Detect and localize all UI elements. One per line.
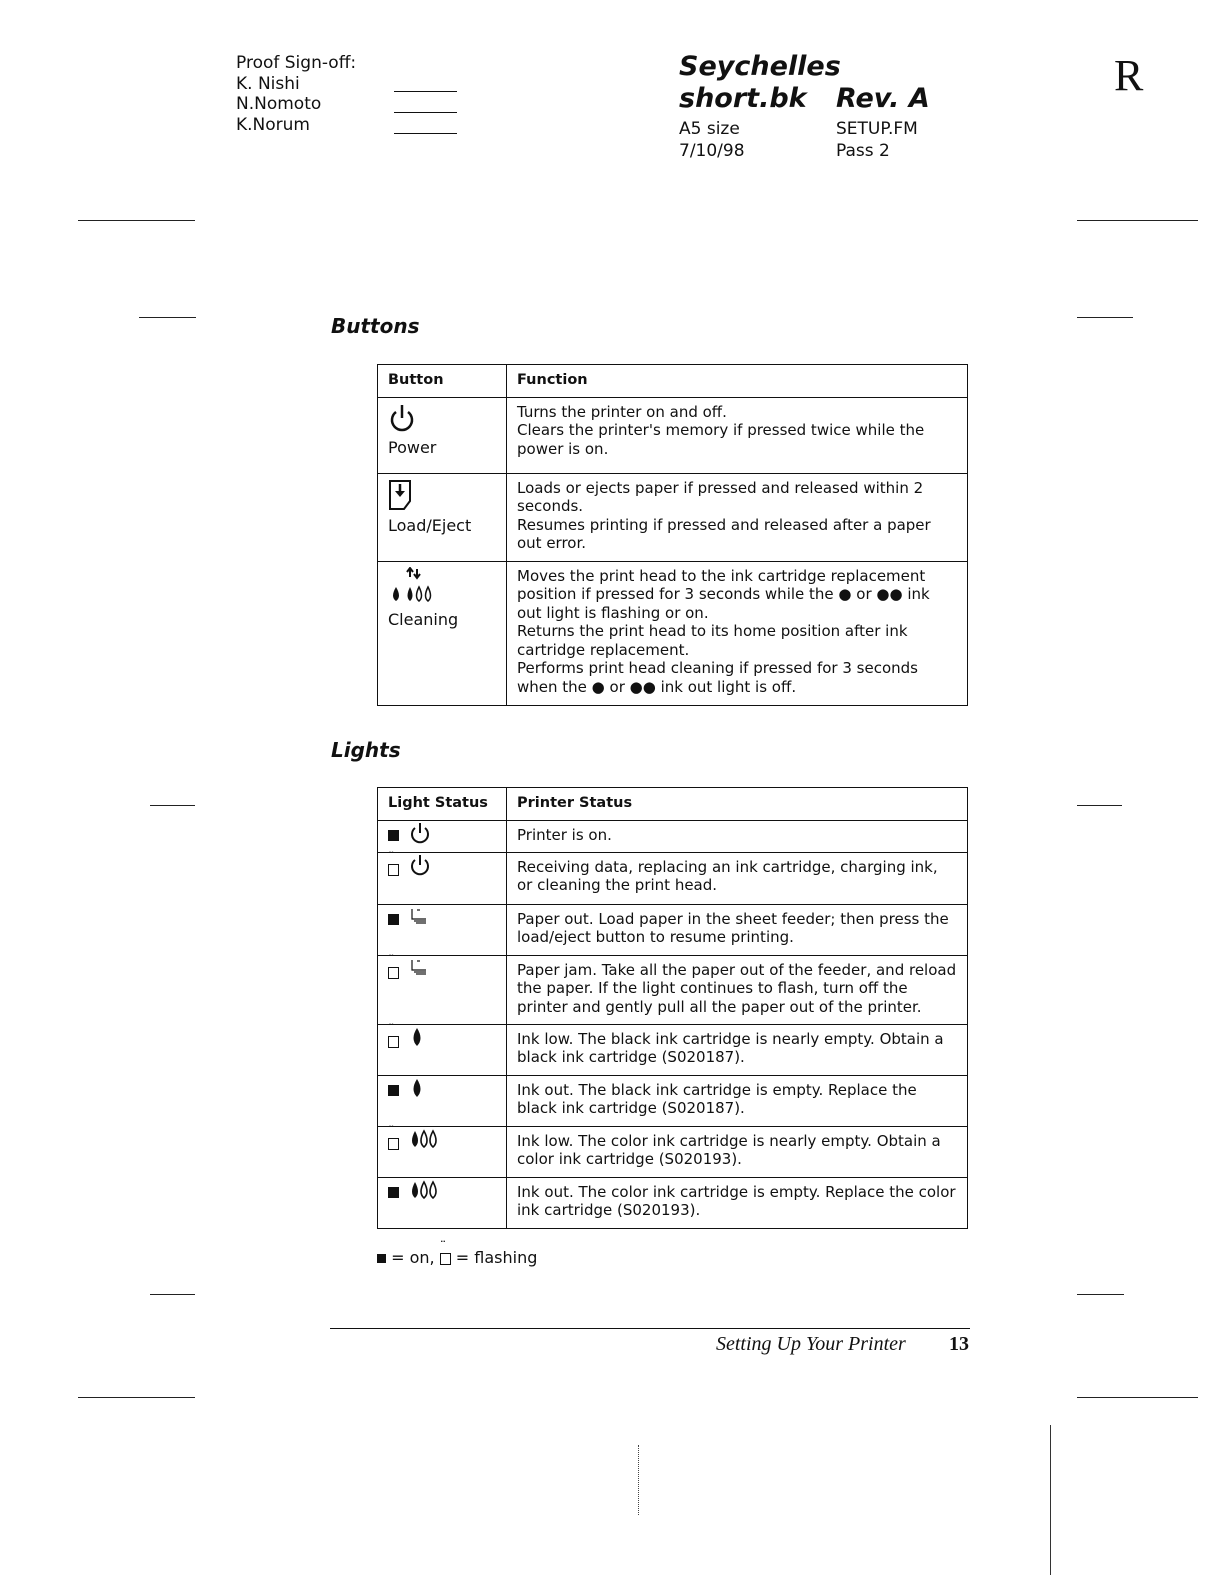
light-on-icon [377,1254,386,1263]
table-row [378,955,968,1024]
signature-line [394,112,457,113]
crop-mark [1077,1397,1198,1398]
crop-mark [78,220,195,221]
column-header: Printer Status [507,788,968,821]
function-text: Performs print head cleaning if pressed for 3 seconds when the ● or ●● ink out light is off. [517,659,918,696]
printer-status: Receiving data, replacing an ink cartridge, charging ink, or cleaning the print head. [507,852,968,904]
corner-letter: R [1114,51,1144,100]
button-label: Load/Eject [388,516,472,535]
signer-name: K. Nishi [236,73,300,94]
table-row [378,904,968,955]
function-text: Turns the printer on and off. [517,402,727,421]
printer-status: Ink out. The color ink cartridge is empty. Replace the color ink cartridge (S020193). [507,1177,968,1228]
printer-status: Ink out. The black ink cartridge is empty. Replace the black ink cartridge (S020187). [507,1075,968,1126]
button-label: Cleaning [388,610,459,629]
signature-line [394,133,457,134]
crop-mark [638,1445,639,1515]
function-text: Returns the print head to its home position after ink cartridge replacement. [517,622,908,659]
crop-mark [1050,1425,1051,1575]
light-flashing-icon [388,1036,399,1048]
function-text: Loads or ejects paper if pressed and released within 2 seconds. [517,478,924,515]
paper-out-icon [409,958,429,983]
pass: Pass 2 [836,141,890,161]
signer-name: K.Norum [236,114,310,135]
power-icon [388,403,416,438]
printer-status: Paper out. Load paper in the sheet feeder; then press the load/eject button to resume printing. [507,904,968,955]
footer-rule [330,1328,970,1329]
signature-line [394,91,457,92]
legend [377,1248,537,1267]
function-text: Moves the print head to the ink cartridge replacement position if pressed for 3 seconds while the ● or ●● ink out light is flashing or on. [517,566,930,622]
table-row [378,1126,968,1177]
cleaning-icon [388,567,436,610]
page-number: 13 [949,1333,969,1355]
power-icon [409,854,431,881]
proof-signoff [236,53,356,135]
light-flashing-icon [388,967,399,979]
table-row [378,1024,968,1075]
table-row [378,473,968,561]
crop-mark [1077,317,1133,318]
signoff-title: Proof Sign-off: [236,53,357,73]
color-ink-icon [409,1180,439,1205]
column-header: Function [507,365,968,398]
black-ink-icon [409,1078,425,1103]
table-row [378,1075,968,1126]
signer-name: N.Nomoto [236,94,322,114]
section-title-buttons: Buttons [331,314,420,338]
date: 7/10/98 [679,141,745,161]
black-ink-icon [409,1027,425,1052]
table-row [378,852,968,904]
table-row [378,820,968,852]
column-header: Light Status [378,788,507,821]
chapter-title: Setting Up Your Printer [716,1333,906,1355]
buttons-table [377,364,968,706]
paper-size: A5 size [679,119,740,139]
section-title-lights: Lights [331,738,401,762]
crop-mark [1077,1294,1124,1295]
legend-on: = on, [391,1248,435,1267]
lights-table [377,787,968,1229]
printer-status: Ink low. The color ink cartridge is nearly empty. Obtain a color ink cartridge (S020193). [507,1126,968,1177]
crop-mark [139,317,196,318]
table-row [378,561,968,705]
color-ink-icon [409,1129,439,1154]
light-flashing-icon [388,1138,399,1150]
printer-status: Printer is on. [507,820,968,852]
book-name: short.bk [679,83,807,114]
doc-name: Seychelles [679,51,841,82]
table-row [378,397,968,473]
column-header: Button [378,365,507,398]
light-on-icon [388,914,399,925]
crop-mark [1077,805,1122,806]
legend-flashing: = flashing [455,1248,538,1267]
crop-mark [150,1294,195,1295]
light-flashing-icon [388,864,399,876]
power-icon [409,822,431,849]
table-row [378,1177,968,1228]
light-on-icon [388,1085,399,1096]
crop-mark [78,1397,195,1398]
file-name: SETUP.FM [836,119,918,139]
printer-status: Paper jam. Take all the paper out of the feeder, and reload the paper. If the light continues to flash, turn off the printer and gently pull all the paper out of the printer. [507,955,968,1024]
button-label: Power [388,438,437,457]
light-on-icon [388,830,399,841]
paper-out-icon [409,907,429,932]
crop-mark [150,805,195,806]
function-text: Clears the printer's memory if pressed twice while the power is on. [517,421,925,458]
revision: Rev. A [836,83,930,114]
light-on-icon [388,1187,399,1198]
printer-status: Ink low. The black ink cartridge is nearly empty. Obtain a black ink cartridge (S020187). [507,1024,968,1075]
light-flashing-icon [440,1253,451,1265]
load-eject-icon [388,479,414,516]
function-text: Resumes printing if pressed and released after a paper out error. [517,515,931,552]
crop-mark [1077,220,1198,221]
